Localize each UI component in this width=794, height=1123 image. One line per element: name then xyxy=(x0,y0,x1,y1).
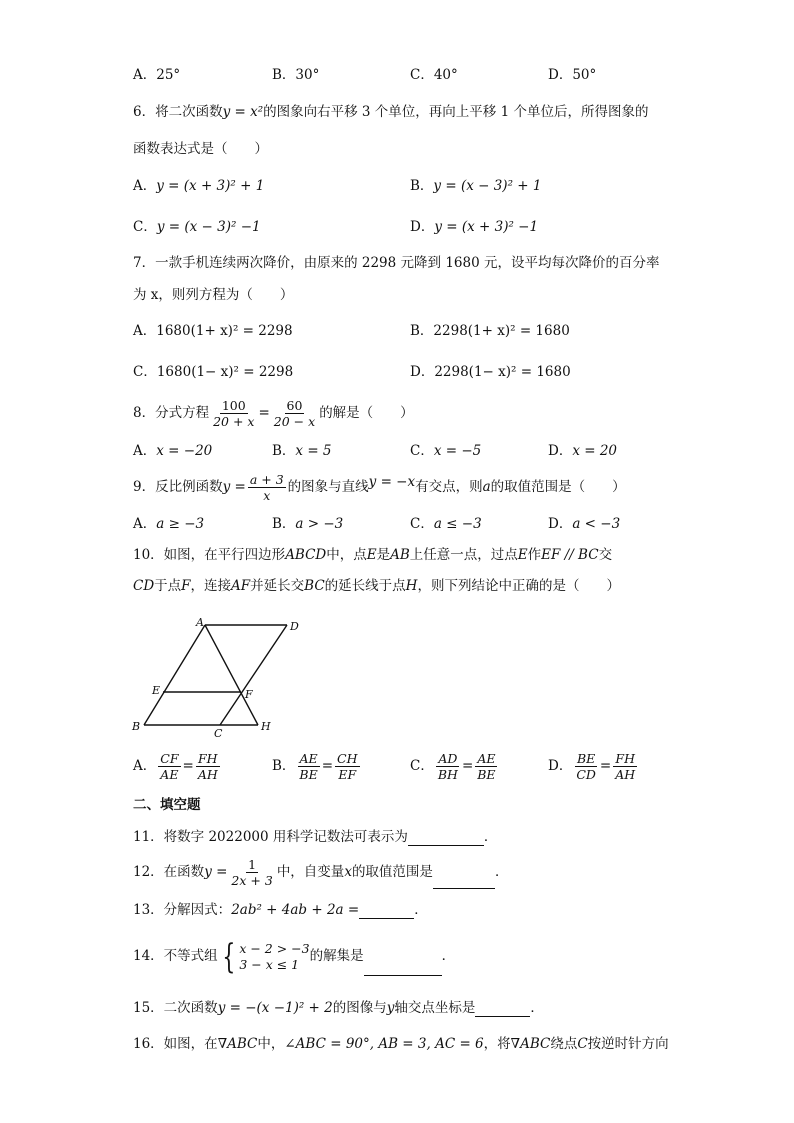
q14: 14．不等式组 { x − 2 > −3 3 − x ≤ 1 的解集是 ． xyxy=(133,936,456,977)
q8-fraction-2: $\frac{60}{20 - x}$ xyxy=(273,398,316,429)
q14-inequality-system: { x − 2 > −3 3 − x ≤ 1 xyxy=(222,936,310,977)
q9-stem: 9．反比例函数y = $\frac{a + 3}{x}$ 的图象与直线y = −x有交点，则a的取值范围是（ ） xyxy=(133,472,626,503)
q7-option-d: D．2298(1− x)² = 1680 xyxy=(410,364,571,380)
q7-option-b: B．2298(1+ x)² = 1680 xyxy=(410,323,570,339)
q16: 16．如图，在∇ABC中，∠ABC = 90°, AB = 3, AC = 6，将∇ABC绕点C按逆时针方向 xyxy=(133,1036,669,1052)
label-f: F xyxy=(245,688,253,701)
label-d: D xyxy=(290,620,299,633)
q6-option-d: D．y = (x + 3)² −1 xyxy=(410,219,539,235)
q8-stem: 8．分式方程 $\frac{100}{20 + x}$ = $\frac{60}{20 - x}$ 的解是（ ） xyxy=(133,398,414,429)
segment-ah xyxy=(205,625,258,725)
q13: 13．分解因式：2ab² + 4ab + 2a = ． xyxy=(133,902,428,918)
q5-option-d: D．50° xyxy=(548,67,597,83)
q6-option-b: B．y = (x − 3)² + 1 xyxy=(410,178,542,194)
q5-option-c: C．40° xyxy=(410,67,458,83)
q13-answer-blank[interactable] xyxy=(359,904,414,919)
q7-stem-line1: 7．一款手机连续两次降价，由原来的 2298 元降到 1680 元，设平均每次降价的百分率 xyxy=(133,255,660,271)
q9-option-a: A．a ≥ −3 xyxy=(133,516,205,532)
q12-answer-blank[interactable] xyxy=(433,874,495,889)
q10-option-b: B． $\frac{AE}{BE}$ = $\frac{CH}{EF}$ xyxy=(272,751,358,782)
q7-option-a: A．1680(1+ x)² = 2298 xyxy=(133,323,293,339)
q10-option-d: D． $\frac{BE}{CD}$ = $\frac{FH}{AH}$ xyxy=(548,751,636,782)
q12: 12．在函数y = $\frac{1}{2x + 3}$ 中，自变量x的取值范围是 ． xyxy=(133,857,509,888)
q8-option-a: A．x = −20 xyxy=(133,443,213,459)
q6-option-c: C．y = (x − 3)² −1 xyxy=(133,219,261,235)
q5-option-b: B．30° xyxy=(272,67,320,83)
q6-option-a: A．y = (x + 3)² + 1 xyxy=(133,178,265,194)
segment-dc xyxy=(220,625,287,725)
label-c: C xyxy=(214,727,223,740)
q7-stem-line2: 为 x，则列方程为（ ） xyxy=(133,287,294,303)
q9-option-b: B．a > −3 xyxy=(272,516,344,532)
q8-option-d: D．x = 20 xyxy=(548,443,618,459)
q8-option-b: B．x = 5 xyxy=(272,443,332,459)
q9-fraction: $\frac{a + 3}{x}$ xyxy=(249,472,284,503)
label-h: H xyxy=(261,720,271,733)
q10-parallelogram-figure xyxy=(125,612,315,742)
q9-option-d: D．a < −3 xyxy=(548,516,621,532)
q12-fraction: $\frac{1}{2x + 3}$ xyxy=(231,857,273,888)
q5-option-a: A．25° xyxy=(133,67,181,83)
q8-fraction-1: $\frac{100}{20 + x}$ xyxy=(213,398,255,429)
q6-stem-line1: 6．将二次函数y = x²的图象向右平移 3 个单位，再向上平移 1 个单位后，所得图象的 xyxy=(133,104,649,120)
q6-stem-line2: 函数表达式是（ ） xyxy=(133,141,268,157)
q8-option-c: C．x = −5 xyxy=(410,443,482,459)
q11-answer-blank[interactable] xyxy=(408,831,484,846)
q10-option-c: C． $\frac{AD}{BH}$ = $\frac{AE}{BE}$ xyxy=(410,751,496,782)
label-b: B xyxy=(132,720,141,733)
section-heading-fill-in: 二、填空题 xyxy=(133,797,201,813)
q7-option-c: C．1680(1− x)² = 2298 xyxy=(133,364,294,380)
q15: 15．二次函数y = −(x −1)² + 2的图像与y轴交点坐标是 ． xyxy=(133,1000,544,1016)
segment-ab xyxy=(144,625,205,725)
q9-option-c: C．a ≤ −3 xyxy=(410,516,482,532)
q14-answer-blank[interactable] xyxy=(364,961,442,976)
q10-stem-line1: 10．如图，在平行四边形ABCD中，点E是AB上任意一点，过点E作EF // BC交 xyxy=(133,547,613,563)
label-a: A xyxy=(196,616,204,629)
q15-answer-blank[interactable] xyxy=(475,1002,530,1017)
q10-stem-line2: CD于点F，连接AF并延长交BC的延长线于点H，则下列结论中正确的是（ ） xyxy=(133,578,620,594)
label-e: E xyxy=(152,684,161,697)
q10-option-a: A． $\frac{CF}{AE}$ = $\frac{FH}{AH}$ xyxy=(133,751,218,782)
q11: 11．将数字 2022000 用科学记数法可表示为 ． xyxy=(133,829,498,845)
